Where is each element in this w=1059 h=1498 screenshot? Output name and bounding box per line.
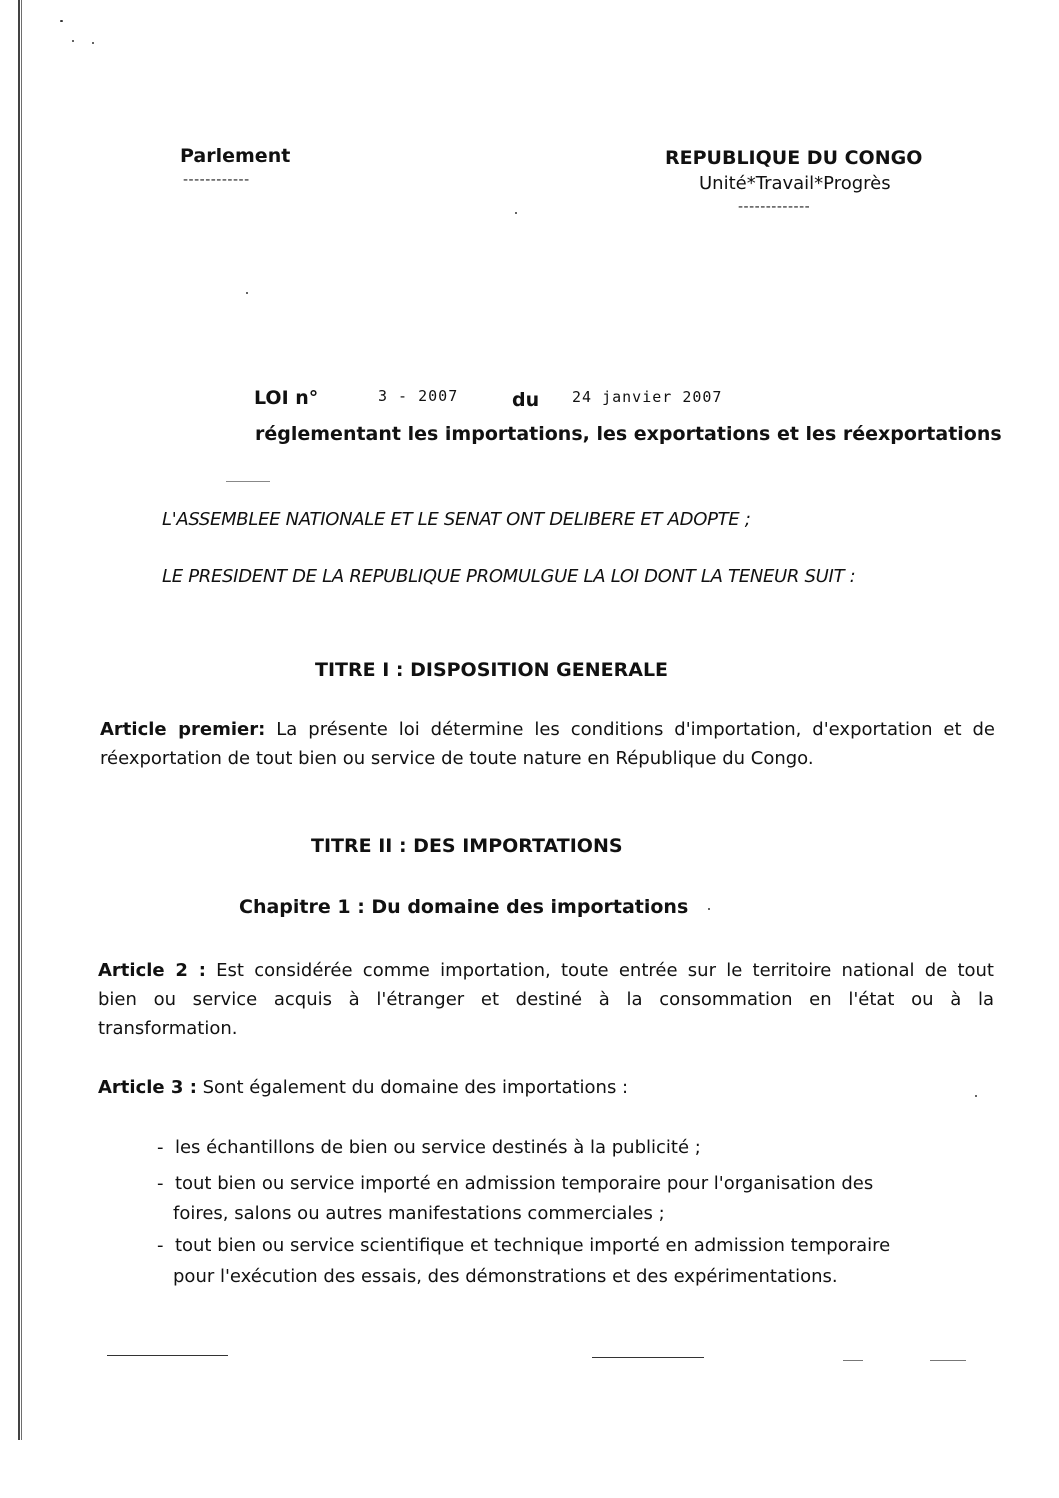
law-date: 24 janvier 2007 <box>572 388 723 406</box>
faint-rule <box>226 481 270 482</box>
list-item-text: tout bien ou service scientifique et technique importé en admission temporaire <box>174 1235 891 1256</box>
article-2-line-1 <box>98 956 994 985</box>
article-3-intro-text: Sont également du domaine des importations : <box>202 1077 629 1098</box>
preamble-line-2: LE PRESIDENT DE LA REPUBLIQUE PROMULGUE LA LOI DONT LA TENEUR SUIT : <box>162 566 856 587</box>
scan-speck <box>708 908 710 910</box>
footer-rule <box>592 1357 704 1358</box>
law-subject: réglementant les importations, les exportations et les réexportations <box>255 423 1002 445</box>
national-motto: Unité*Travail*Progrès <box>699 173 891 194</box>
article-3-label: Article 3 : <box>98 1077 197 1098</box>
chapitre-1-heading: Chapitre 1 : Du domaine des importations <box>239 896 689 918</box>
law-number: 3 - 2007 <box>378 387 459 405</box>
issuer-separator: ------------ <box>183 172 250 188</box>
list-item-text: les échantillons de bien ou service destinés à la publicité ; <box>174 1137 701 1158</box>
article-premier-label: Article premier: <box>100 719 266 740</box>
footer-rule <box>930 1360 966 1361</box>
article-2-line-3: transformation. <box>98 1018 238 1039</box>
article-2 <box>98 956 994 1043</box>
preamble-line-1: L'ASSEMBLEE NATIONALE ET LE SENAT ONT DELIBERE ET ADOPTE ; <box>162 509 751 530</box>
article-2-label: Article 2 : <box>98 960 206 981</box>
footer-rule <box>843 1360 863 1361</box>
scan-speck <box>515 212 517 214</box>
list-item <box>157 1133 701 1162</box>
article-premier <box>100 715 995 773</box>
article-premier-line-2: réexportation de tout bien ou service de toute nature en République du Congo. <box>100 748 814 769</box>
footer-rule <box>107 1355 228 1356</box>
article-3-intro <box>98 1073 994 1102</box>
law-prefix: LOI n° <box>254 387 319 409</box>
list-item-continuation: pour l'exécution des essais, des démonstrations et des expérimentations. <box>173 1266 838 1287</box>
article-2-line-2: bien ou service acquis à l'étranger et destiné à la consommation en l'état ou à la <box>98 989 994 1010</box>
list-dash: - <box>157 1235 164 1256</box>
scan-edge-artifact <box>18 0 24 1440</box>
scan-speck <box>60 20 63 22</box>
list-item-text: tout bien ou service importé en admission temporaire pour l'organisation des <box>174 1173 874 1194</box>
article-2-text-1: Est considérée comme importation, toute entrée sur le territoire national de tout <box>216 960 994 981</box>
article-premier-line-1 <box>100 715 995 744</box>
list-dash: - <box>157 1173 164 1194</box>
list-item <box>157 1169 873 1198</box>
scan-speck <box>72 40 74 42</box>
article-premier-text-1: La présente loi détermine les conditions d'importation, d'exportation et de <box>276 719 995 740</box>
scan-speck <box>246 292 248 294</box>
list-item-continuation: foires, salons ou autres manifestations commerciales ; <box>173 1203 665 1224</box>
issuer-parlement: Parlement <box>180 145 291 167</box>
country-name: REPUBLIQUE DU CONGO <box>665 147 923 169</box>
titre-2-heading: TITRE II : DES IMPORTATIONS <box>311 835 623 857</box>
titre-1-heading: TITRE I : DISPOSITION GENERALE <box>315 659 669 681</box>
list-dash: - <box>157 1137 164 1158</box>
country-separator: ------------- <box>738 199 811 215</box>
scan-speck <box>92 42 94 44</box>
list-item <box>157 1231 890 1260</box>
law-du: du <box>512 389 540 411</box>
